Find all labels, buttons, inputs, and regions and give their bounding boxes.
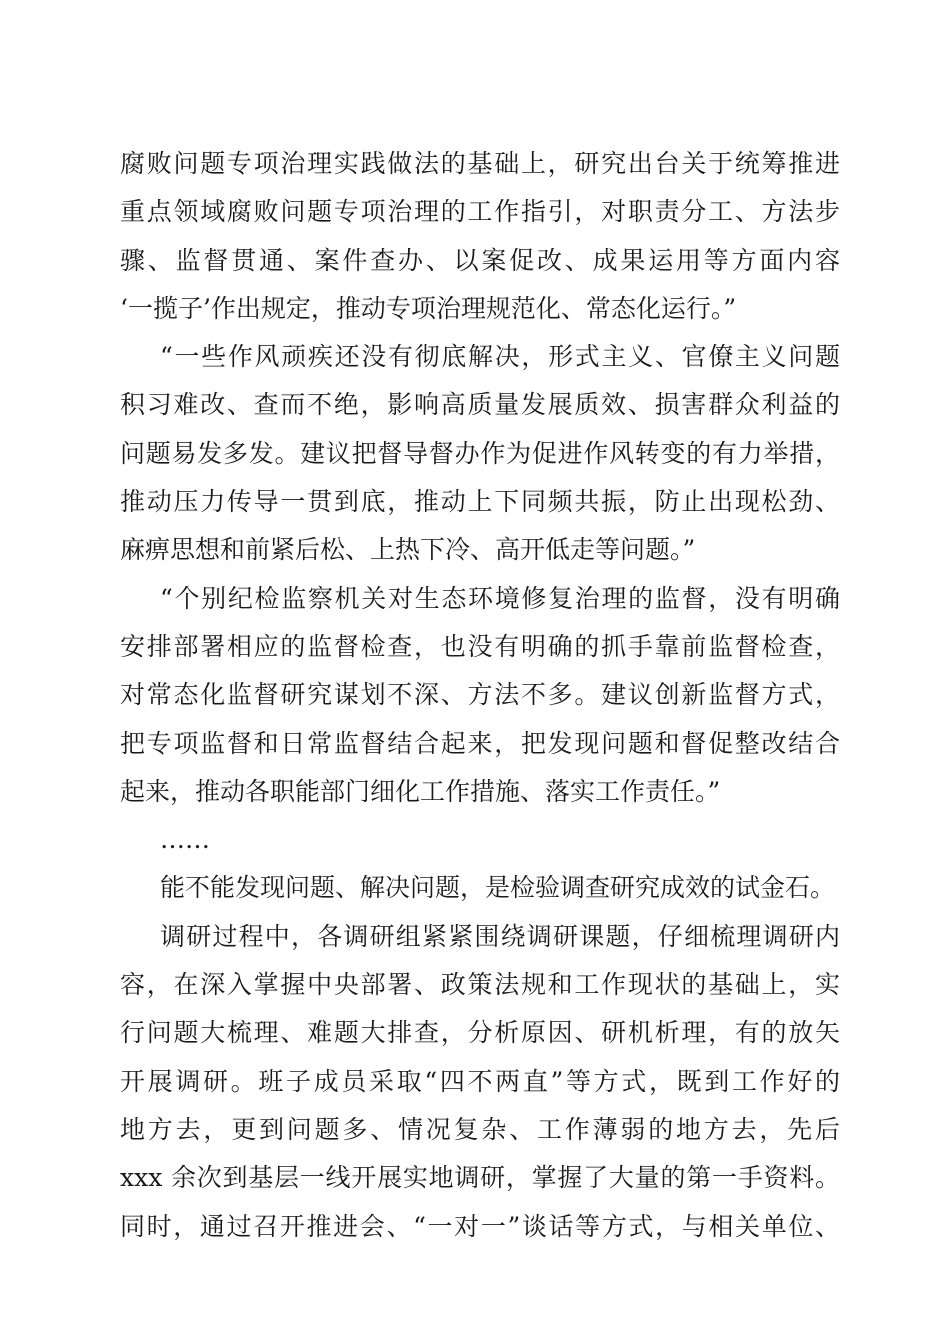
text-line: 行问题大梳理、难题大排查，分析原因、研机析理，有的放矢 — [120, 1018, 840, 1048]
text-line: 容，在深入掌握中央部署、政策法规和工作现状的基础上，实 — [120, 970, 840, 1000]
text-line: 地方去，更到问题多、情况复杂、工作薄弱的地方去，先后 — [120, 1114, 840, 1144]
text-line: 调研过程中，各调研组紧紧围绕调研课题，仔细梳理调研内 — [160, 921, 840, 951]
text-line: 能不能发现问题、解决问题，是检验调查研究成效的试金石。 — [160, 873, 836, 903]
text-line: 对常态化监督研究谋划不深、方法不多。建议创新监督方式， — [120, 680, 840, 710]
document-body — [120, 140, 840, 1251]
text-line: 把专项监督和日常监督结合起来，把发现问题和督促整改结合 — [120, 728, 840, 758]
text-line: xxx 余次到基层一线开展实地调研，掌握了大量的第一手资料。 — [120, 1163, 840, 1193]
text-line: 安排部署相应的监督检查，也没有明确的抓手靠前监督检查， — [120, 631, 840, 661]
paragraph — [120, 333, 840, 574]
text-line: “个别纪检监察机关对生态环境修复治理的监督，没有明确 — [160, 583, 840, 613]
text-line: 开展调研。班子成员采取“四不两直”等方式，既到工作好的 — [120, 1066, 840, 1096]
text-line: ‘一揽子’作出规定，推动专项治理规范化、常态化运行。” — [120, 293, 737, 323]
text-line: …… — [160, 825, 210, 855]
paragraph — [120, 140, 840, 333]
paragraph — [120, 913, 840, 1251]
text-line: 同时，通过召开推进会、“一对一”谈话等方式，与相关单位、 — [120, 1211, 840, 1241]
text-line: 重点领域腐败问题专项治理的工作指引，对职责分工、方法步 — [120, 197, 840, 227]
text-line: 问题易发多发。建议把督导督办作为促进作风转变的有力举措， — [120, 438, 840, 468]
text-line: 推动压力传导一贯到底，推动上下同频共振，防止出现松劲、 — [120, 487, 840, 517]
text-line: 骤、监督贯通、案件查办、以案促改、成果运用等方面内容 — [120, 245, 840, 275]
text-line: 腐败问题专项治理实践做法的基础上，研究出台关于统筹推进 — [120, 149, 840, 178]
text-line: 起来，推动各职能部门细化工作措施、落实工作责任。” — [120, 776, 721, 806]
text-line: 积习难改、查而不绝，影响高质量发展质效、损害群众利益的 — [120, 390, 840, 420]
paragraph — [120, 816, 840, 864]
paragraph — [120, 575, 840, 816]
paragraph — [120, 864, 840, 912]
text-line: “一些作风顽疾还没有彻底解决，形式主义、官僚主义问题 — [160, 342, 840, 372]
text-line: 麻痹思想和前紧后松、上热下冷、高开低走等问题。” — [120, 535, 696, 565]
